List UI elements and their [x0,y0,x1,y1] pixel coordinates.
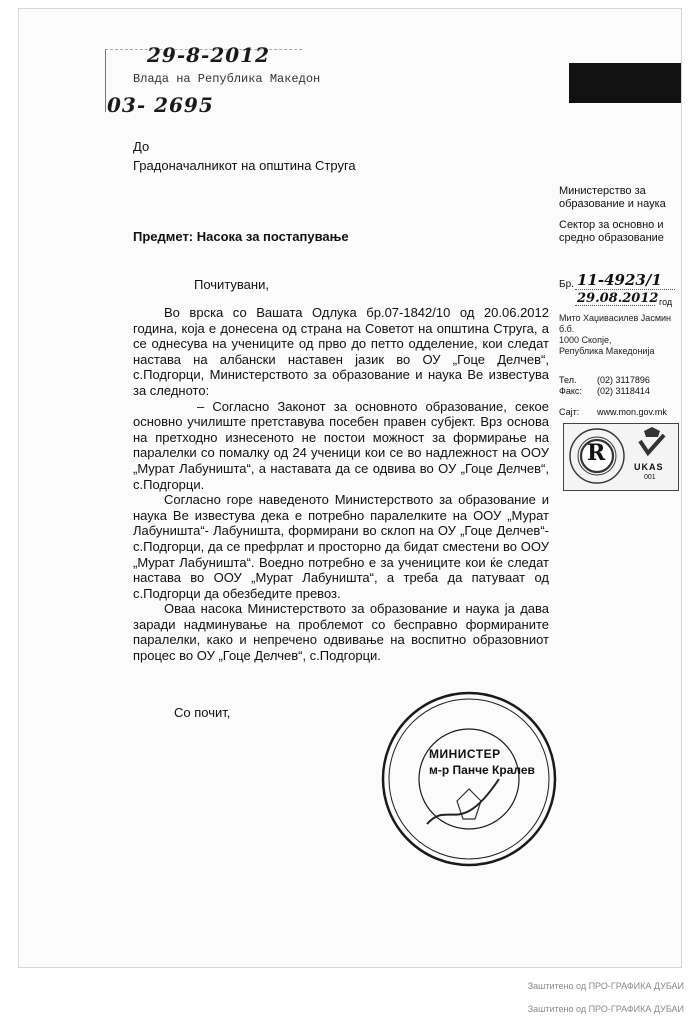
ref-suffix: год [659,297,673,307]
redaction-block [569,63,681,103]
official-seal [379,689,559,869]
signatory-name: м-р Панче Кралев [429,763,535,777]
to-label: До [133,139,150,154]
certification-logos [563,423,679,491]
addressee [133,139,533,173]
ukas-text: UKAS [634,462,664,472]
ukas-logo [630,427,674,487]
stamp-issuer: Влада на Република Македон [133,72,321,86]
sector-name: Сектор за основно и средно образование [559,219,664,244]
addressee-name: Градоначалникот на општина Струга [133,158,356,173]
watermark-2: Заштитено од ПРО-ГРАФИКА ДУБАИ [527,1004,684,1014]
ukas-number: 001 [644,474,656,481]
iso-registered-quality-logo [568,427,626,485]
signatory [429,747,569,777]
subject-text: Насока за постапување [196,229,349,244]
web-label: Сајт: [559,407,580,417]
contact-block [559,375,681,418]
letter-page [18,8,682,968]
stamp-number-handwritten: 03- 2695 [107,93,214,117]
signatory-title: МИНИСТЕР [429,747,501,761]
ministry-sidebar [559,185,681,245]
web-value: www.mon.gov.mk [597,407,667,417]
fax-label: Факс: [559,386,582,396]
ministry-address: Мито Хаџивасилев Јасмин б.б. 1000 Скопје, Република Македонија [559,313,671,356]
subject-line [133,229,349,244]
ministry-name: Министерство за образование и наука [559,185,666,210]
closing: Со почит, [174,705,231,720]
ref-prefix: Бр. [559,279,574,290]
watermark-1: Заштитено од ПРО-ГРАФИКА ДУБАИ [527,981,684,991]
reference-number [559,271,681,309]
paragraph-4: Оваа насока Министерството за образование и наука ја дава заради надминување на проблемот со бесправно формираните паралелки, како и непречено одвивање на воспитно образовниот процес во ОУ „Гоце Делчев“, с.Подгорци. [133,601,549,664]
fax-value: (02) 3118414 [597,386,650,396]
stamp-date-handwritten: 29-8-2012 [147,43,271,67]
subject-label: Предмет: [133,229,194,244]
ref-number-handwritten: 11-4923/1 [577,271,662,289]
paragraph-3: Согласно горе наведеното Министерството за образование и наука Ве известува дека е потребно паралелките на ООУ „Мурат Лабуништа“- Лабуништа, формирани во склоп на ОУ „Гоце Делчев“-с.Подгорци, да се префрлат и просторно да бидат сместени во ООУ „Мурат Лабуништа“. Воедно потребно е за учениците кои ќе следат настава во ООУ „Мурат Лабуништа“, а треба да патуваат од с.Подгорци да обезбедите превоз. [133,492,549,601]
iso-logo-letter: R [587,440,606,466]
registry-stamp [105,43,321,121]
greeting: Почитувани, [194,277,269,292]
paragraph-2: – Согласно Законот за основното образование, секое основно училиште претставува посебен правен субјект. Врз основа на претходно изнесеното не постои можност за формирање на паралелки со помалку од 24 ученици кои се во надлежност на ООУ „Мурат Лабуништа“, а наставата да се одвива во ОУ „Гоце Делчев“, с.Подгорци. [133,398,549,492]
ref-date-handwritten: 29.08.2012 [577,291,659,306]
tel-label: Тел. [559,375,577,385]
tel-value: (02) 3117896 [597,375,650,385]
letter-body [133,277,549,664]
paragraph-1: Во врска со Вашата Одлука бр.07-1842/10 од 20.06.2012 година, која е донесена од страна на Советот на општина Струга, а се однесува на учениците од прво до петто одделение, кои следат настава на албански наставен јазик во ОУ „Гоце Делчев“, с.Подгорци, Министерството за образование и наука Ве известува за следното: [133,305,549,398]
